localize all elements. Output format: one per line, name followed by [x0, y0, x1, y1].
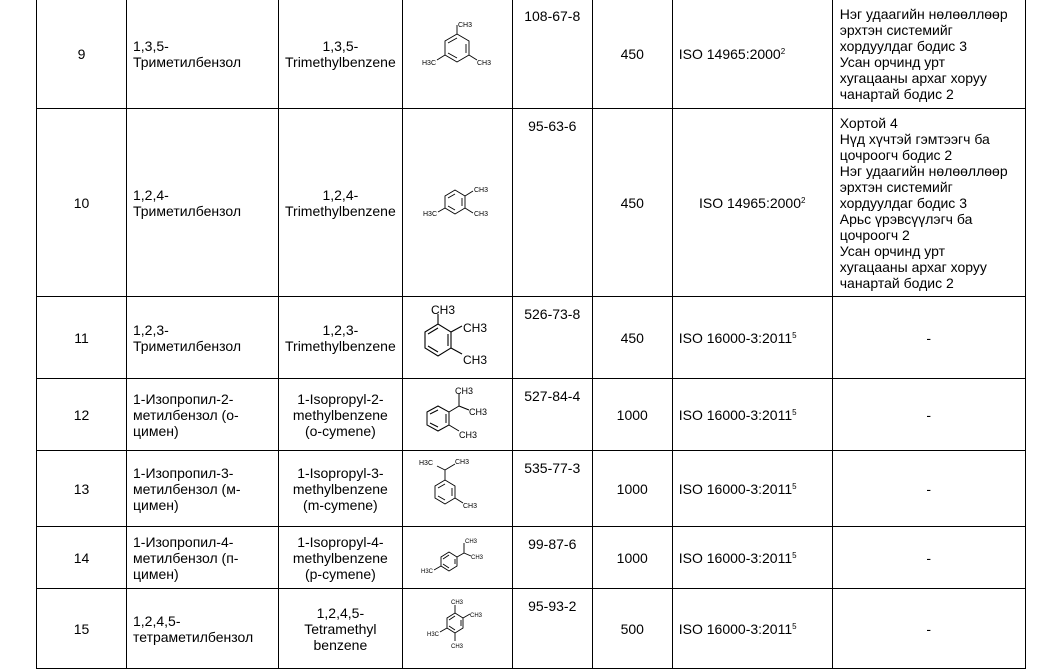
standard-footnote: 5 — [792, 621, 797, 631]
standard-footnote: 5 — [792, 407, 797, 417]
standard-footnote: 2 — [780, 46, 786, 56]
methyl-label: CH3 — [469, 406, 488, 417]
hazard-line: чанартай бодис 2 — [839, 274, 954, 291]
substance-name-en: 1-Isopropyl-2-methylbenzene (o-cymene) — [279, 379, 403, 451]
substance-name-mn: 1,2,4,5-тетраметилбензол — [127, 589, 279, 669]
cas-number: 99-87-6 — [512, 527, 592, 589]
structure-cell — [402, 527, 512, 589]
analysis-standard — [672, 379, 832, 451]
methyl-label: CH3 — [471, 554, 484, 561]
limit-value: 1000 — [592, 379, 672, 451]
hazard-classification: - — [832, 589, 1025, 669]
table-row — [37, 527, 1026, 589]
methyl-label: H3C — [422, 59, 437, 67]
methyl-label: H3C — [419, 459, 434, 467]
table-row — [37, 379, 1026, 451]
standard-footnote: 5 — [792, 330, 797, 340]
limit-value: 500 — [592, 589, 672, 669]
limit-value: 450 — [592, 297, 672, 379]
methyl-label: CH3 — [463, 352, 488, 367]
structure-cell — [402, 451, 512, 527]
hemimellitene-structure-icon — [407, 300, 507, 376]
hazard-line: чанартай бодис 2 — [839, 85, 954, 102]
row-number: 10 — [37, 109, 127, 297]
table-row — [37, 0, 1026, 109]
hazard-line: эрхтэн системийг — [839, 178, 953, 195]
substance-name-en: 1,3,5-Trimethylbenzene — [279, 0, 403, 109]
table-row — [37, 109, 1026, 297]
hazard-line: эрхтэн системийг — [839, 21, 953, 38]
methyl-label: CH3 — [455, 385, 474, 396]
m-cymene-structure-icon — [407, 454, 507, 524]
row-number: 11 — [37, 297, 127, 379]
cas-number: 95-63-6 — [512, 109, 592, 297]
methyl-label: CH3 — [463, 502, 478, 510]
hazard-line: Усан орчинд урт — [839, 53, 946, 70]
methyl-label: CH3 — [465, 538, 478, 545]
methyl-label: H3C — [423, 210, 438, 218]
analysis-standard — [672, 527, 832, 589]
cas-number: 108-67-8 — [512, 0, 592, 109]
hazard-classification: - — [832, 527, 1025, 589]
methyl-label: CH3 — [470, 612, 483, 619]
cas-number: 526-73-8 — [512, 297, 592, 379]
hazard-line: хугацааны архаг хоруу — [839, 69, 987, 86]
methyl-label: CH3 — [451, 599, 464, 606]
substance-name-mn: 1,2,4-Триметилбензол — [127, 109, 279, 297]
standard-text: ISO 16000-3:2011 — [678, 620, 793, 637]
row-number: 9 — [37, 0, 127, 109]
standard-footnote: 5 — [792, 481, 797, 491]
limit-value: 1000 — [592, 451, 672, 527]
p-cymene-structure-icon — [407, 533, 507, 583]
structure-cell — [402, 0, 512, 109]
chemical-substances-table — [36, 0, 1026, 669]
standard-footnote: 5 — [792, 550, 797, 560]
standard-text: ISO 14965:2000 — [678, 45, 781, 62]
hazard-line: Арьс үрэвсүүлэгч ба — [839, 210, 973, 227]
cas-number: 527-84-4 — [512, 379, 592, 451]
hazard-line: хордуулдаг бодис 3 — [839, 194, 967, 211]
standard-text: ISO 16000-3:2011 — [678, 406, 793, 423]
substance-name-mn: 1-Изопропил-2-метилбензол (о-цимен) — [127, 379, 279, 451]
methyl-label: CH3 — [455, 458, 470, 466]
hazard-line: Нэг удаагийн нөлөөллөөр — [839, 162, 1008, 179]
methyl-label: CH3 — [463, 320, 488, 335]
analysis-standard — [672, 589, 832, 669]
methyl-label: CH3 — [459, 429, 478, 440]
hazard-classification: - — [832, 379, 1025, 451]
row-number: 14 — [37, 527, 127, 589]
standard-text: ISO 16000-3:2011 — [678, 480, 793, 497]
limit-value: 1000 — [592, 527, 672, 589]
pseudocumene-structure-icon — [407, 178, 507, 228]
hazard-line: Хортой 4 — [839, 114, 898, 131]
methyl-label: CH3 — [451, 643, 464, 650]
table-row — [37, 297, 1026, 379]
methyl-label: H3C — [421, 568, 434, 575]
methyl-label: CH3 — [474, 186, 489, 194]
row-number: 12 — [37, 379, 127, 451]
hazard-classification — [832, 0, 1025, 109]
mesitylene-structure-icon — [407, 19, 507, 89]
substance-name-mn: 1-Изопропил-4-метилбензол (п-цимен) — [127, 527, 279, 589]
row-number: 15 — [37, 589, 127, 669]
structure-cell — [402, 109, 512, 297]
o-cymene-structure-icon — [407, 382, 507, 448]
limit-value: 450 — [592, 0, 672, 109]
structure-cell — [402, 589, 512, 669]
hazard-line: Нэг удаагийн нөлөөллөөр — [839, 5, 1008, 22]
row-number: 13 — [37, 451, 127, 527]
hazard-classification: - — [832, 297, 1025, 379]
hazard-line: цочроогч бодис 2 — [839, 146, 953, 163]
limit-value: 450 — [592, 109, 672, 297]
substance-name-mn: 1-Изопропил-3-метилбензол (м-цимен) — [127, 451, 279, 527]
standard-text: ISO 16000-3:2011 — [678, 549, 793, 566]
analysis-standard — [672, 0, 832, 109]
substance-name-mn: 1,3,5-Триметилбензол — [127, 0, 279, 109]
substance-name-mn: 1,2,3-Триметилбензол — [127, 297, 279, 379]
analysis-standard — [672, 297, 832, 379]
substance-name-en: 1,2,4-Trimethylbenzene — [279, 109, 403, 297]
cas-number: 95-93-2 — [512, 589, 592, 669]
substance-name-en: 1-Isopropyl-3-methylbenzene (m-cymene) — [279, 451, 403, 527]
methyl-label: CH3 — [431, 302, 456, 317]
table-row — [37, 589, 1026, 669]
durene-structure-icon — [407, 596, 507, 662]
methyl-label: CH3 — [477, 59, 492, 67]
hazard-classification — [832, 109, 1025, 297]
substance-name-en: 1-Isopropyl-4-methylbenzene (p-cymene) — [279, 527, 403, 589]
structure-cell — [402, 297, 512, 379]
structure-cell — [402, 379, 512, 451]
substance-name-en: 1,2,4,5-Tetramethyl benzene — [279, 589, 403, 669]
hazard-line: Нүд хүчтэй гэмтээгч ба — [839, 130, 990, 147]
analysis-standard — [672, 109, 832, 297]
standard-text: ISO 14965:2000 — [699, 194, 802, 211]
substance-name-en: 1,2,3-Trimethylbenzene — [279, 297, 403, 379]
cas-number: 535-77-3 — [512, 451, 592, 527]
standard-text: ISO 16000-3:2011 — [678, 329, 793, 346]
hazard-classification: - — [832, 451, 1025, 527]
table-row — [37, 451, 1026, 527]
analysis-standard — [672, 451, 832, 527]
standard-footnote: 2 — [801, 195, 806, 205]
hazard-line: хугацааны архаг хоруу — [839, 258, 987, 275]
methyl-label: CH3 — [474, 210, 489, 218]
methyl-label: H3C — [427, 631, 440, 638]
hazard-line: цочроогч 2 — [839, 226, 910, 243]
methyl-label: CH3 — [458, 21, 473, 29]
hazard-line: хордуулдаг бодис 3 — [839, 37, 967, 54]
hazard-line: Усан орчинд урт — [839, 242, 946, 259]
